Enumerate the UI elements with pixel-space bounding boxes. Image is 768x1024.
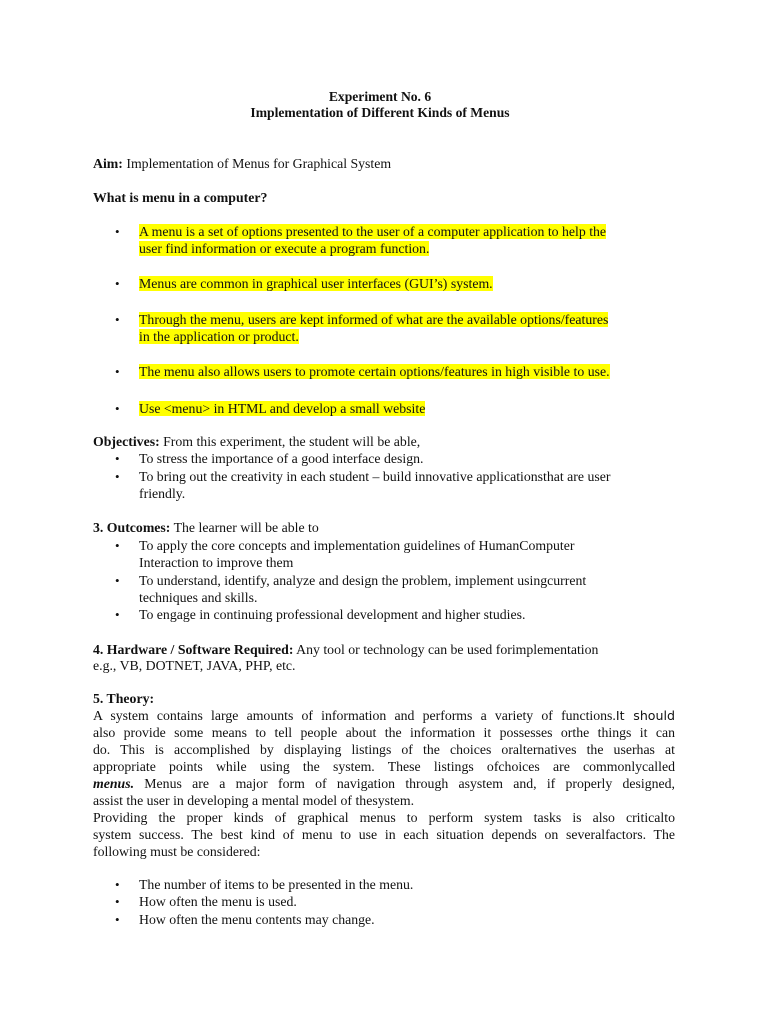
list-item: Menus are common in graphical user interfaces (GUI’s) system. <box>139 276 493 291</box>
hardware-line <box>93 641 598 658</box>
bullet-icon: • <box>115 401 120 416</box>
bullet-icon: • <box>115 894 120 909</box>
list-item: To understand, identify, analyze and design the problem, implement usingcurrent <box>139 573 587 588</box>
list-item: To engage in continuing professional development and higher studies. <box>139 607 526 622</box>
list-item: Through the menu, users are kept informed of what are the available options/features <box>139 312 609 327</box>
list-item-continuation: techniques and skills. <box>139 590 258 605</box>
theory-text: do. This is accomplished by displaying listings of the choices oralternatives the userhas at <box>93 742 675 757</box>
list-item-continuation: friendly. <box>139 486 186 501</box>
theory-text: Providing the proper kinds of graphical menus to perform system tasks is also criticalto <box>93 810 675 825</box>
list-item: To bring out the creativity in each student – build innovative applicationsthat are user <box>139 469 611 484</box>
theory-text: assist the user in developing a mental model of thesystem. <box>93 793 415 808</box>
theory-text: Menus are a major form of navigation through asystem and, if properly designed, <box>134 776 675 791</box>
bullet-icon: • <box>115 312 120 327</box>
list-item-continuation: in the application or product. <box>139 329 299 344</box>
theory-text: also provide some means to tell people about the information it possesses orthe things it can <box>93 725 675 740</box>
aim-text: Implementation of Menus for Graphical System <box>126 156 392 171</box>
list-item: How often the menu contents may change. <box>139 912 375 927</box>
bullet-icon: • <box>115 607 120 622</box>
list-item: Use <menu> in HTML and develop a small website <box>139 401 426 416</box>
aim-label: Aim: <box>93 156 123 171</box>
objectives-line <box>93 433 420 450</box>
list-item-continuation: user find information or execute a program function. <box>139 241 430 256</box>
hardware-examples: e.g., VB, DOTNET, JAVA, PHP, etc. <box>93 658 296 673</box>
bullet-icon: • <box>115 538 120 553</box>
list-item: To apply the core concepts and implementation guidelines of HumanComputer <box>139 538 575 553</box>
hardware-text: Any tool or technology can be used forimplementation <box>296 642 599 657</box>
aim-line <box>93 155 391 172</box>
list-item: How often the menu is used. <box>139 894 297 909</box>
list-item-continuation: Interaction to improve them <box>139 555 294 570</box>
bullet-icon: • <box>115 224 120 239</box>
objectives-label: Objectives: <box>93 434 160 449</box>
list-item: A menu is a set of options presented to the user of a computer application to help the <box>139 224 607 239</box>
theory-text: appropriate points while using the system. These listings ofchoices are commonlycalled <box>93 759 675 774</box>
document-title: Implementation of Different Kinds of Menus <box>250 105 510 120</box>
bullet-icon: • <box>115 469 120 484</box>
outcomes-line <box>93 519 319 536</box>
bullet-icon: • <box>115 877 120 892</box>
theory-paragraph-1 <box>93 707 675 809</box>
theory-text: system success. The best kind of menu to use in each situation depends on severalfactors. The <box>93 827 675 842</box>
list-item: To stress the importance of a good interface design. <box>139 451 424 466</box>
bullet-icon: • <box>115 451 120 466</box>
theory-text: following must be considered: <box>93 844 261 859</box>
theory-text: A system contains large amounts of information and performs a variety of functions. <box>93 708 616 723</box>
section-heading-menu: What is menu in a computer? <box>93 190 268 205</box>
bullet-icon: • <box>115 276 120 291</box>
experiment-number: Experiment No. 6 <box>328 89 432 104</box>
theory-text-sans: It should <box>615 708 675 723</box>
bullet-icon: • <box>115 912 120 927</box>
theory-paragraph-2 <box>93 809 675 860</box>
hardware-label: 4. Hardware / Software Required: <box>93 642 294 657</box>
list-item: The menu also allows users to promote certain options/features in high visible to use. <box>139 364 610 379</box>
bullet-icon: • <box>115 364 120 379</box>
outcomes-label: 3. Outcomes: <box>93 520 171 535</box>
list-item: The number of items to be presented in the menu. <box>139 877 414 892</box>
theory-heading: 5. Theory: <box>93 691 155 706</box>
objectives-intro: From this experiment, the student will be able, <box>163 434 421 449</box>
emphasis-menus: menus. <box>93 776 135 791</box>
bullet-icon: • <box>115 573 120 588</box>
outcomes-intro: The learner will be able to <box>173 520 319 535</box>
